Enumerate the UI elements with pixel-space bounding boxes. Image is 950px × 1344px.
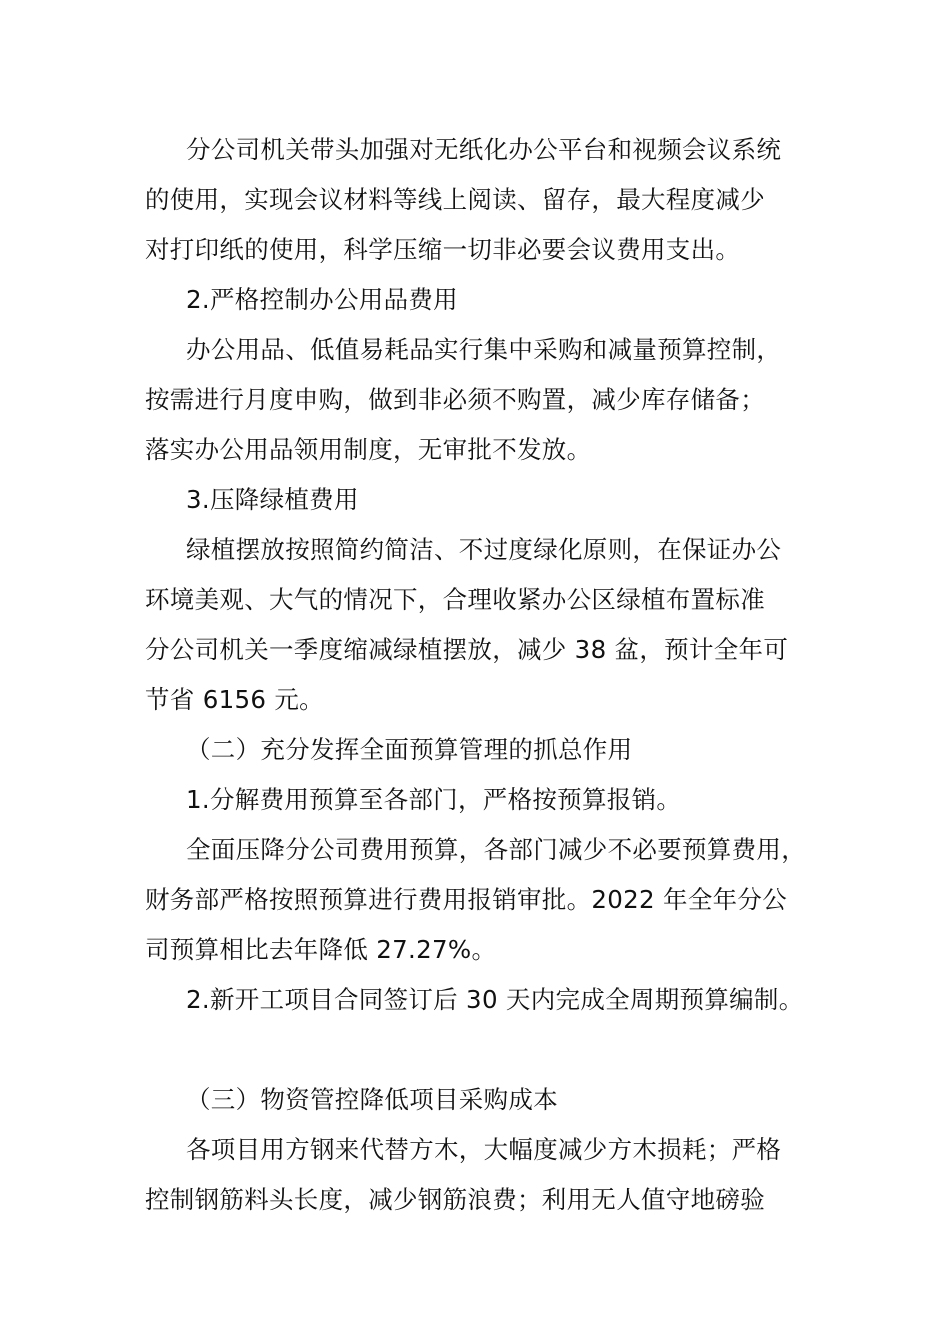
paragraph-line: 绿植摆放按照简约简洁、不过度绿化原则，在保证办公	[186, 535, 782, 564]
paragraph-line: 办公用品、低值易耗品实行集中采购和减量预算控制，	[186, 335, 782, 364]
paragraph-line: 环境美观、大气的情况下，合理收紧办公区绿植布置标准	[145, 585, 765, 614]
paragraph-line: 司预算相比去年降低 27.27%。	[145, 935, 497, 964]
paragraph-line: 全面压降分公司费用预算，各部门减少不必要预算费用，	[186, 835, 806, 864]
paragraph-line: 的使用，实现会议材料等线上阅读、留存，最大程度减少	[145, 185, 765, 214]
section-heading: （二）充分发挥全面预算管理的抓总作用	[186, 735, 633, 764]
paragraph-line: 节省 6156 元。	[145, 685, 324, 714]
section-heading: 2.严格控制办公用品费用	[186, 285, 458, 314]
section-heading: （三）物资管控降低项目采购成本	[186, 1085, 558, 1114]
section-heading: 2.新开工项目合同签订后 30 天内完成全周期预算编制。	[186, 985, 804, 1014]
paragraph-line: 落实办公用品领用制度，无审批不发放。	[145, 435, 592, 464]
paragraph-line: 对打印纸的使用，科学压缩一切非必要会议费用支出。	[145, 235, 741, 264]
paragraph-line: 按需进行月度申购，做到非必须不购置，减少库存储备；	[145, 385, 765, 414]
paragraph-line: 分公司机关带头加强对无纸化办公平台和视频会议系统	[186, 135, 782, 164]
paragraph-line: 分公司机关一季度缩减绿植摆放，减少 38 盆，预计全年可	[145, 635, 789, 664]
section-heading: 1.分解费用预算至各部门，严格按预算报销。	[186, 785, 682, 814]
paragraph-line: 财务部严格按照预算进行费用报销审批。2022 年全年分公	[145, 885, 788, 914]
section-heading: 3.压降绿植费用	[186, 485, 359, 514]
paragraph-line: 各项目用方钢来代替方木，大幅度减少方木损耗；严格	[186, 1135, 782, 1164]
paragraph-line: 控制钢筋料头长度，减少钢筋浪费；利用无人值守地磅验	[145, 1185, 765, 1214]
